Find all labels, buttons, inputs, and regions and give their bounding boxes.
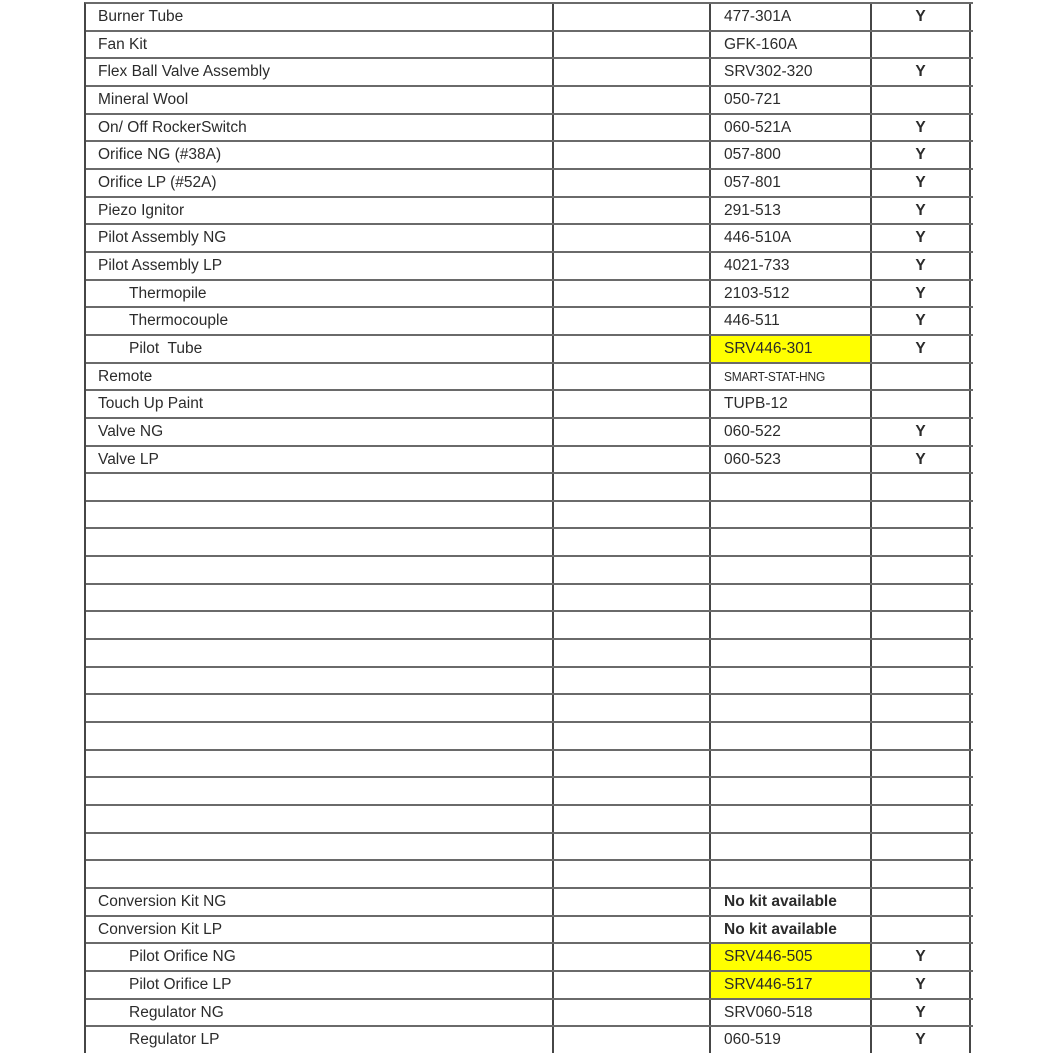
part-name-cell: Valve NG (86, 419, 554, 445)
kit-available-cell (872, 474, 971, 500)
table-row (86, 253, 973, 281)
spacer-cell (554, 32, 711, 58)
part-number-cell (711, 502, 872, 528)
part-number-cell (711, 861, 872, 887)
kit-available-cell: Y (872, 170, 971, 196)
spacer-cell (554, 723, 711, 749)
kit-available-cell (872, 778, 971, 804)
table-row (86, 668, 973, 696)
spacer-cell (554, 695, 711, 721)
part-name-cell (86, 695, 554, 721)
spacer-cell (554, 668, 711, 694)
spacer-cell (554, 59, 711, 85)
spacer-cell (554, 419, 711, 445)
part-number-text: SMART-STAT-HNG (724, 368, 826, 384)
part-number-text: 2103-512 (724, 284, 790, 302)
part-number-cell (711, 917, 872, 943)
part-number-cell (711, 419, 872, 445)
kit-available-cell: Y (872, 447, 971, 473)
spacer-cell (554, 972, 711, 998)
part-name-cell (86, 861, 554, 887)
kit-available-cell (872, 391, 971, 417)
part-number-cell (711, 198, 872, 224)
spacer-cell (554, 889, 711, 915)
table-row (86, 778, 973, 806)
part-number-text: 477-301A (724, 8, 792, 26)
part-number-cell (711, 364, 872, 390)
kit-available-cell: Y (872, 198, 971, 224)
kit-available-cell: Y (872, 59, 971, 85)
spacer-cell (554, 529, 711, 555)
spacer-cell (554, 944, 711, 970)
spacer-cell (554, 502, 711, 528)
part-number-cell (711, 115, 872, 141)
kit-available-cell (872, 861, 971, 887)
spacer-cell (554, 142, 711, 168)
part-number-text: 4021-733 (724, 256, 790, 274)
part-name-cell: Orifice LP (#52A) (86, 170, 554, 196)
part-number-cell (711, 972, 872, 998)
table-row (86, 1027, 973, 1053)
part-number-cell (711, 778, 872, 804)
table-row (86, 917, 973, 945)
table-row (86, 751, 973, 779)
kit-available-cell: Y (872, 1027, 971, 1053)
part-number-cell (711, 253, 872, 279)
part-number-text: 060-523 (724, 450, 781, 468)
spacer-cell (554, 447, 711, 473)
table-row (86, 198, 973, 226)
kit-available-cell: Y (872, 253, 971, 279)
table-row (86, 225, 973, 253)
spacer-cell (554, 585, 711, 611)
kit-available-cell (872, 612, 971, 638)
part-number-cell (711, 889, 872, 915)
spacer-cell (554, 364, 711, 390)
table-row (86, 419, 973, 447)
part-number-text: 050-721 (724, 91, 781, 109)
spacer-cell (554, 806, 711, 832)
table-row (86, 447, 973, 475)
part-number-cell (711, 612, 872, 638)
part-name-cell (86, 751, 554, 777)
part-number-text: SRV302-320 (724, 63, 813, 81)
kit-available-cell: Y (872, 1000, 971, 1026)
part-name-cell: Burner Tube (86, 4, 554, 30)
spacer-cell (554, 640, 711, 666)
part-name-cell: Mineral Wool (86, 87, 554, 113)
table-row (86, 529, 973, 557)
table-row (86, 115, 973, 143)
part-name-cell: Pilot Tube (86, 336, 554, 362)
part-number-cell (711, 585, 872, 611)
kit-available-cell (872, 585, 971, 611)
table-row (86, 281, 973, 309)
spacer-cell (554, 557, 711, 583)
part-number-cell (711, 723, 872, 749)
table-row (86, 889, 973, 917)
table-row (86, 364, 973, 392)
kit-available-cell: Y (872, 115, 971, 141)
part-name-cell: Valve LP (86, 447, 554, 473)
part-name-cell (86, 668, 554, 694)
part-name-cell: Pilot Assembly NG (86, 225, 554, 251)
kit-available-cell: Y (872, 281, 971, 307)
kit-available-cell: Y (872, 142, 971, 168)
part-number-text: 446-511 (724, 312, 780, 330)
part-number-text: 057-801 (724, 174, 781, 192)
part-name-cell (86, 585, 554, 611)
table-row (86, 142, 973, 170)
part-number-cell (711, 447, 872, 473)
spacer-cell (554, 474, 711, 500)
part-number-text: No kit available (724, 920, 837, 938)
table-row (86, 4, 973, 32)
kit-available-cell: Y (872, 225, 971, 251)
part-number-text: No kit available (724, 893, 837, 911)
part-number-cell (711, 59, 872, 85)
spacer-cell (554, 391, 711, 417)
table-row (86, 557, 973, 585)
table-row (86, 391, 973, 419)
table-row (86, 474, 973, 502)
part-number-text: SRV060-518 (724, 1003, 813, 1021)
spacer-cell (554, 253, 711, 279)
spacer-cell (554, 281, 711, 307)
kit-available-cell: Y (872, 308, 971, 334)
table-row (86, 502, 973, 530)
part-number-cell (711, 87, 872, 113)
spacer-cell (554, 336, 711, 362)
kit-available-cell: Y (872, 944, 971, 970)
part-number-cell (711, 640, 872, 666)
part-number-cell (711, 391, 872, 417)
spacer-cell (554, 87, 711, 113)
spacer-cell (554, 612, 711, 638)
kit-available-cell (872, 87, 971, 113)
spacer-cell (554, 861, 711, 887)
table-row (86, 944, 973, 972)
part-number-text: 291-513 (724, 201, 781, 219)
kit-available-cell (872, 889, 971, 915)
part-number-cell (711, 529, 872, 555)
spacer-cell (554, 115, 711, 141)
part-number-text: TUPB-12 (724, 395, 788, 413)
kit-available-cell (872, 723, 971, 749)
part-name-cell (86, 502, 554, 528)
kit-available-cell: Y (872, 336, 971, 362)
part-number-cell (711, 336, 872, 362)
kit-available-cell (872, 695, 971, 721)
kit-available-cell (872, 557, 971, 583)
part-name-cell: Fan Kit (86, 32, 554, 58)
table-row (86, 308, 973, 336)
part-number-text: 060-522 (724, 422, 781, 440)
part-number-text: 060-519 (724, 1031, 781, 1049)
spacer-cell (554, 1000, 711, 1026)
part-number-text: 057-800 (724, 146, 781, 164)
part-name-cell: Conversion Kit LP (86, 917, 554, 943)
table-row (86, 585, 973, 613)
spacer-cell (554, 225, 711, 251)
part-name-cell (86, 778, 554, 804)
part-name-cell: On/ Off RockerSwitch (86, 115, 554, 141)
spacer-cell (554, 751, 711, 777)
part-number-cell (711, 170, 872, 196)
part-number-cell (711, 668, 872, 694)
part-name-cell (86, 529, 554, 555)
table-row (86, 1000, 973, 1028)
table-row (86, 723, 973, 751)
kit-available-cell (872, 502, 971, 528)
part-name-cell (86, 640, 554, 666)
part-name-cell: Pilot Orifice NG (86, 944, 554, 970)
part-number-cell (711, 944, 872, 970)
part-name-cell (86, 834, 554, 860)
spacer-cell (554, 308, 711, 334)
spacer-cell (554, 917, 711, 943)
table-row (86, 87, 973, 115)
kit-available-cell (872, 917, 971, 943)
spacer-cell (554, 198, 711, 224)
part-number-text: SRV446-517 (724, 976, 813, 994)
kit-available-cell: Y (872, 419, 971, 445)
kit-available-cell (872, 668, 971, 694)
kit-available-cell (872, 32, 971, 58)
spacer-cell (554, 778, 711, 804)
table-row (86, 972, 973, 1000)
part-name-cell: Regulator NG (86, 1000, 554, 1026)
table-row (86, 695, 973, 723)
part-number-cell (711, 834, 872, 860)
part-name-cell: Thermopile (86, 281, 554, 307)
part-number-cell (711, 308, 872, 334)
table-row (86, 834, 973, 862)
part-number-cell (711, 474, 872, 500)
part-name-cell: Pilot Assembly LP (86, 253, 554, 279)
kit-available-cell (872, 751, 971, 777)
part-number-cell (711, 751, 872, 777)
part-number-text: GFK-160A (724, 35, 798, 53)
part-number-cell (711, 557, 872, 583)
part-name-cell: Touch Up Paint (86, 391, 554, 417)
part-name-cell (86, 474, 554, 500)
part-number-cell (711, 281, 872, 307)
table-row (86, 640, 973, 668)
part-name-cell: Piezo Ignitor (86, 198, 554, 224)
part-number-text: 060-521A (724, 118, 792, 136)
part-number-cell (711, 32, 872, 58)
part-name-cell: Thermocouple (86, 308, 554, 334)
part-number-cell (711, 4, 872, 30)
table-row (86, 32, 973, 60)
part-name-cell (86, 723, 554, 749)
kit-available-cell: Y (872, 972, 971, 998)
kit-available-cell (872, 640, 971, 666)
kit-available-cell (872, 806, 971, 832)
part-number-cell (711, 1027, 872, 1053)
kit-available-cell (872, 834, 971, 860)
part-name-cell: Orifice NG (#38A) (86, 142, 554, 168)
table-row (86, 861, 973, 889)
spacer-cell (554, 1027, 711, 1053)
part-number-cell (711, 1000, 872, 1026)
table-row (86, 612, 973, 640)
parts-table (84, 2, 973, 1053)
part-number-text: SRV446-301 (724, 339, 813, 357)
part-number-cell (711, 806, 872, 832)
part-name-cell (86, 612, 554, 638)
spacer-cell (554, 834, 711, 860)
part-name-cell (86, 557, 554, 583)
part-name-cell: Flex Ball Valve Assembly (86, 59, 554, 85)
part-number-text: 446-510A (724, 229, 792, 247)
part-number-cell (711, 225, 872, 251)
part-name-cell: Remote (86, 364, 554, 390)
table-row (86, 59, 973, 87)
table-row (86, 336, 973, 364)
part-name-cell: Conversion Kit NG (86, 889, 554, 915)
table-row (86, 170, 973, 198)
part-number-cell (711, 695, 872, 721)
part-number-text: SRV446-505 (724, 948, 813, 966)
part-name-cell: Regulator LP (86, 1027, 554, 1053)
kit-available-cell (872, 529, 971, 555)
kit-available-cell (872, 364, 971, 390)
spacer-cell (554, 170, 711, 196)
spacer-cell (554, 4, 711, 30)
part-name-cell (86, 806, 554, 832)
part-name-cell: Pilot Orifice LP (86, 972, 554, 998)
table-row (86, 806, 973, 834)
part-number-cell (711, 142, 872, 168)
kit-available-cell: Y (872, 4, 971, 30)
